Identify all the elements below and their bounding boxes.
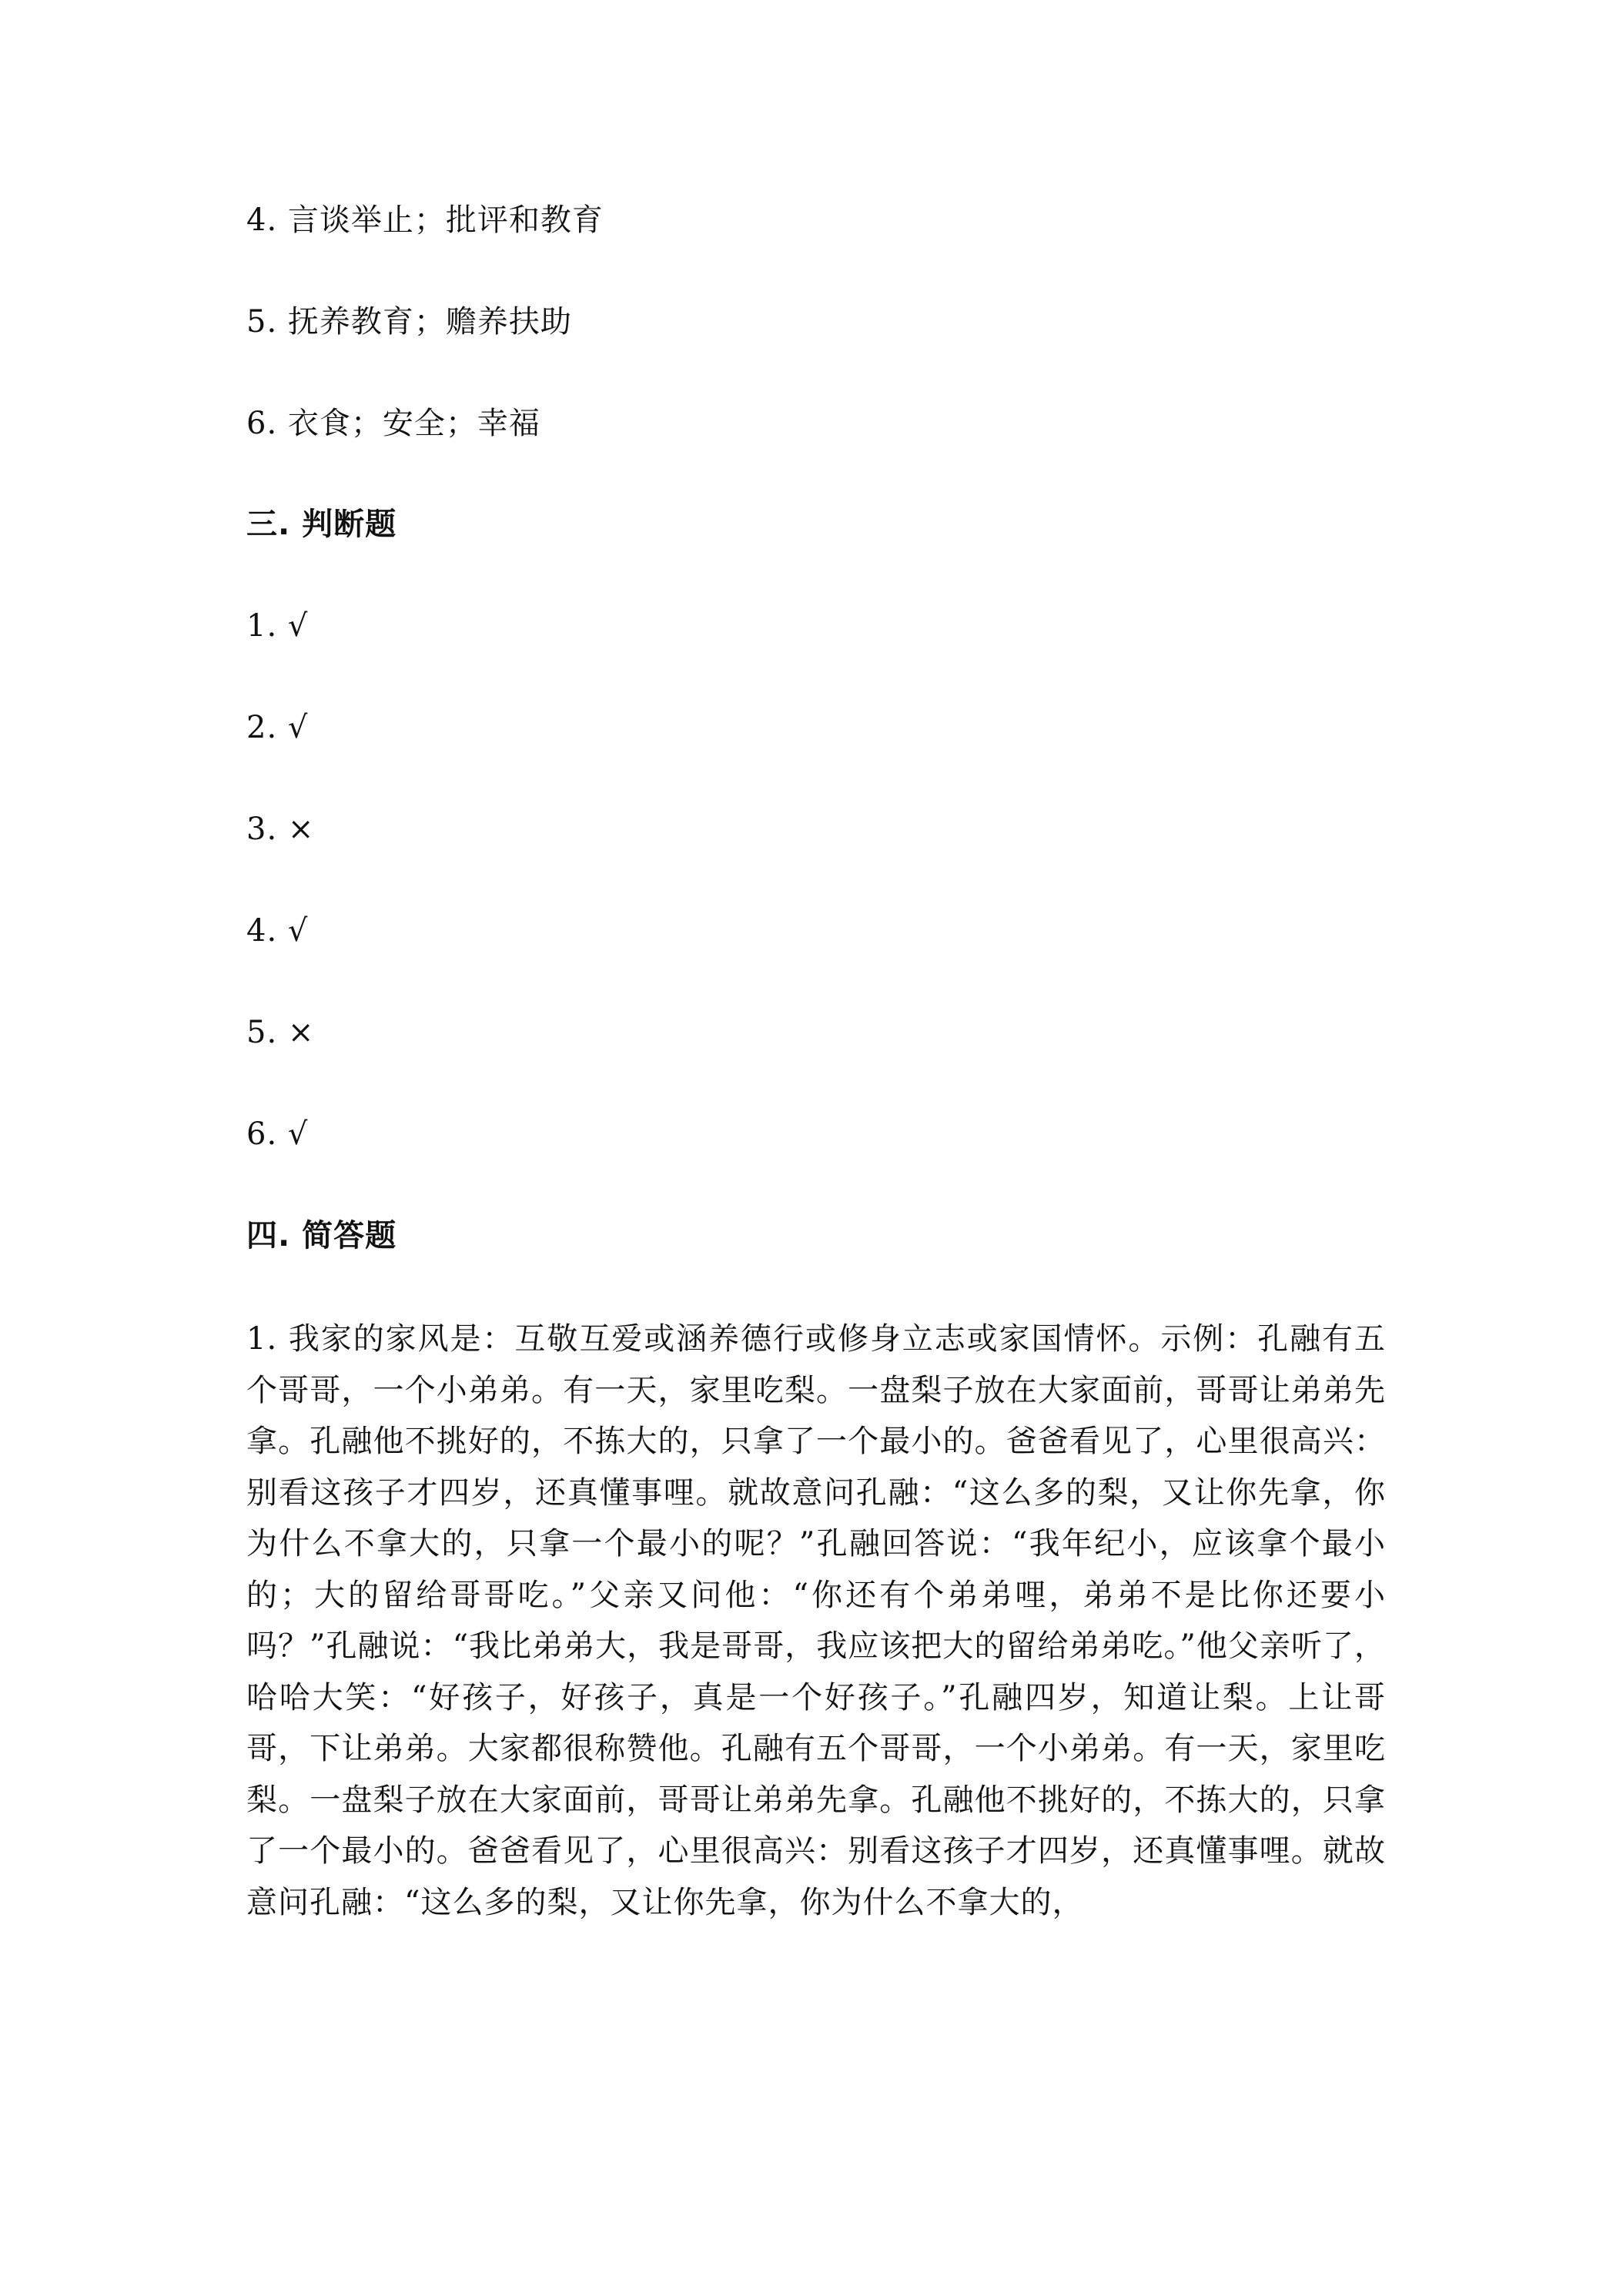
judgment-answer-5: 5. × [246,1015,315,1050]
section-heading-judgment: 三. 判断题 [246,507,397,542]
judgment-answer-2: 2. √ [246,710,309,745]
fill-in-answer-4: 4. 言谈举止；批评和教育 [246,202,604,238]
judgment-answer-6: 6. √ [246,1116,309,1152]
fill-in-answer-5: 5. 抚养教育；赡养扶助 [246,304,572,340]
section-heading-short-answer: 四. 简答题 [246,1218,397,1253]
judgment-answer-3: 3. × [246,812,315,847]
short-answer-1: 1. 我家的家风是：互敬互爱或涵养德行或修身立志或家国情怀。示例：孔融有五个哥哥，一个小弟弟。有一天，家里吃梨。一盘梨子放在大家面前，哥哥让弟弟先拿。孔融他不挑好的，不拣大的，只拿了一个最小的。爸爸看见了，心里很高兴：别看这孩子才四岁，还真懂事哩。就故意问孔融：“这么多的梨，又让你先拿，你为什么不拿大的，只拿一个最小的呢？”孔融回答说：“我年纪小，应该拿个最小的；大的留给哥哥吃。”父亲又问他：“你还有个弟弟哩，弟弟不是比你还要小吗？”孔融说：“我比弟弟大，我是哥哥，我应该把大的留给弟弟吃。”他父亲听了，哈哈大笑：“好孩子，好孩子，真是一个好孩子。”孔融四岁，知道让梨。上让哥哥，下让弟弟。大家都很称赞他。孔融有五个哥哥，一个小弟弟。有一天，家里吃梨。一盘梨子放在大家面前，哥哥让弟弟先拿。孔融他不挑好的，不拣大的，只拿了一个最小的。爸爸看见了，心里很高兴：别看这孩子才四岁，还真懂事哩。就故意问孔融：“这么多的梨，又让你先拿，你为什么不拿大的， [246,1321,1386,1920]
fill-in-answer-6: 6. 衣食；安全；幸福 [246,406,540,441]
judgment-answer-4: 4. √ [246,913,309,949]
judgment-answer-1: 1. √ [246,608,309,644]
